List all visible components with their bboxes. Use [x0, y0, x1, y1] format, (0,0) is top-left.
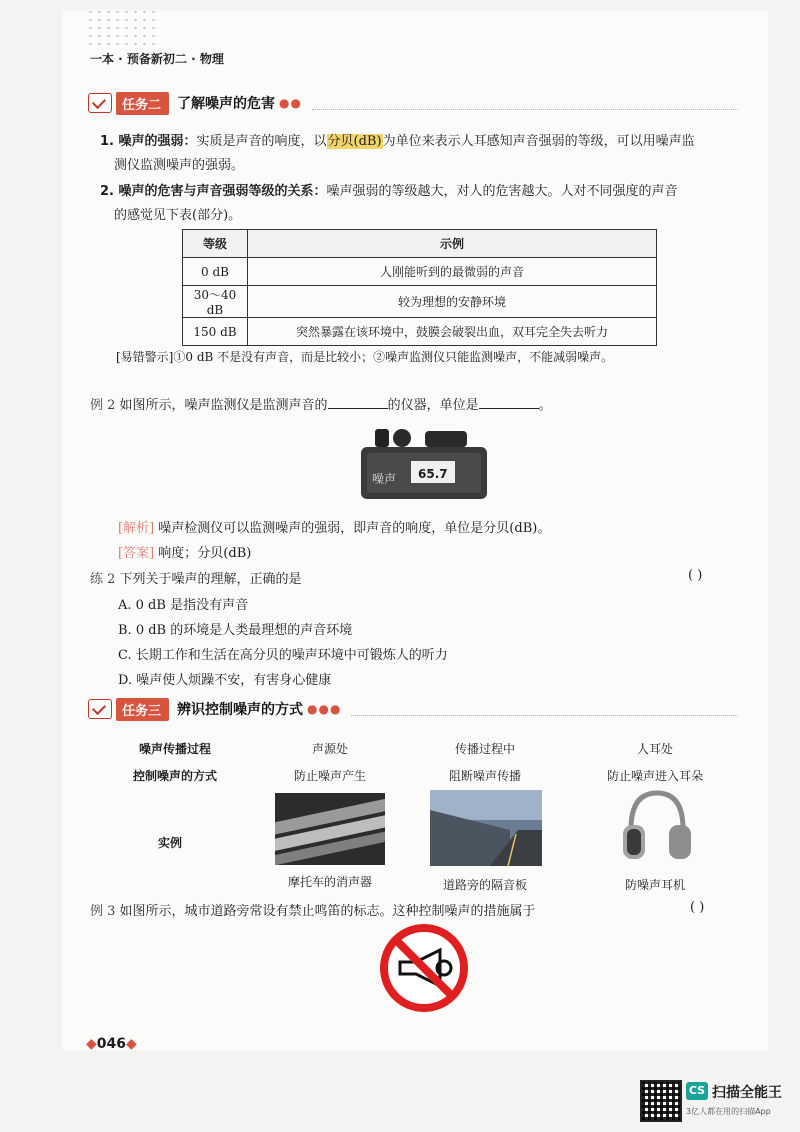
- qr-code-icon: [640, 1080, 682, 1122]
- control-row2-col1: 防止噪声产生: [293, 769, 366, 783]
- control-row1-head: 噪声传播过程: [138, 742, 211, 756]
- answer-blank[interactable]: [328, 396, 388, 409]
- example-3-text: 如图所示，城市道路旁常设有禁止鸣笛的标志。这种控制噪声的措施属于: [119, 904, 536, 919]
- example-2-text-c: 。: [538, 398, 552, 413]
- muffler-image: [275, 793, 385, 865]
- caption-barrier: 道路旁的隔音板: [442, 878, 527, 892]
- difficulty-drops-icon: ●●: [279, 96, 302, 110]
- error-warning-note: [易错警示]①0 dB 不是没有声音，而是比较小；②噪声监测仪只能监测噪声，不能减弱噪声。: [116, 350, 614, 364]
- camscanner-slogan: 3亿人都在用的扫描App: [686, 1107, 771, 1116]
- answer-blank[interactable]: [479, 396, 539, 409]
- p1-text-b: 为单位来表示人耳感知声音强弱的等级，可以用噪声监: [382, 134, 695, 149]
- table-cell: 人刚能听到的最微弱的声音: [248, 258, 657, 286]
- control-row3-head: 实例: [157, 836, 182, 850]
- control-row1-col2: 传播过程中: [454, 742, 515, 756]
- sound-barrier-image: [430, 790, 542, 866]
- table-cell: 150 dB: [183, 318, 248, 346]
- paragraph-2: [100, 180, 730, 228]
- p1-line2: 测仪监测噪声的强弱。: [114, 158, 245, 173]
- table-header: 示例: [248, 230, 657, 258]
- camscanner-logo: CS: [686, 1082, 708, 1100]
- p1-head: 1. 噪声的强弱：: [100, 134, 197, 149]
- example-2-tag: 例 2: [90, 398, 116, 413]
- page-number-text: 046: [96, 1036, 127, 1052]
- answer-text: 响度；分贝(dB): [158, 546, 252, 561]
- table-header: 等级: [183, 230, 248, 258]
- decorative-dots: [86, 8, 156, 48]
- task3-title: 辨识控制噪声的方式: [177, 702, 304, 718]
- control-row1-col3: 人耳处: [636, 742, 673, 756]
- p1-text-a: 实质是声音的响度，以: [196, 134, 327, 149]
- task2-bar: [88, 92, 738, 114]
- analysis-tag: [解析]: [118, 521, 155, 536]
- task2-title: 了解噪声的危害: [177, 96, 276, 112]
- monitor-label: 噪声: [372, 472, 397, 486]
- practice-2-text: 下列关于噪声的理解，正确的是: [119, 572, 302, 587]
- option-a[interactable]: A. 0 dB 是指没有声音: [118, 598, 249, 613]
- caption-muffler: 摩托车的消声器: [287, 875, 372, 889]
- example-2-text-a: 如图所示，噪声监测仪是监测声音的: [119, 398, 328, 413]
- p1-highlight: 分贝(dB): [327, 134, 382, 149]
- task3-label: 任务三: [116, 698, 169, 721]
- noise-cancelling-headphones-image: [617, 785, 697, 869]
- table-row: [183, 318, 657, 346]
- difficulty-drops-icon: ●●●: [307, 702, 342, 716]
- divider: [312, 97, 738, 110]
- practice-2: [90, 568, 302, 587]
- analysis: [118, 517, 550, 536]
- task2-label: 任务二: [116, 92, 169, 115]
- caption-headphones: 防噪声耳机: [624, 878, 685, 892]
- control-row2-col2: 阻断噪声传播: [448, 769, 521, 783]
- p2-head: 2. 噪声的危害与声音强弱等级的关系：: [100, 184, 327, 199]
- analysis-text: 噪声检测仪可以监测噪声的强弱，即声音的响度，单位是分贝(dB)。: [158, 521, 551, 536]
- example-2: [90, 394, 552, 413]
- table-cell: 较为理想的安静环境: [248, 286, 657, 318]
- loudness-table: [182, 229, 657, 346]
- running-header: 一本 · 预备新初二 · 物理: [90, 52, 224, 66]
- monitor-reading: 65.7: [418, 467, 448, 481]
- example-3-tag: 例 3: [90, 904, 116, 919]
- paragraph-1: [100, 130, 730, 178]
- practice-2-tag: 练 2: [90, 572, 116, 587]
- task3-bar: [88, 698, 738, 720]
- example-3: [90, 900, 536, 919]
- answer-parentheses[interactable]: ( ): [690, 900, 705, 915]
- table-cell: 0 dB: [183, 258, 248, 286]
- table-cell: 30～40 dB: [183, 286, 248, 318]
- answer-tag: [答案]: [118, 546, 155, 561]
- control-row2-col3: 防止噪声进入耳朵: [606, 769, 703, 783]
- control-row1-col1: 声源处: [311, 742, 348, 756]
- answer: [118, 542, 251, 561]
- option-c[interactable]: C. 长期工作和生活在高分贝的噪声环境中可锻炼人的听力: [118, 648, 448, 663]
- task-icon: [88, 699, 112, 719]
- table-cell: 突然暴露在该环境中，鼓膜会破裂出血，双耳完全失去听力: [248, 318, 657, 346]
- answer-parentheses[interactable]: ( ): [688, 568, 703, 583]
- example-2-text-b: 的仪器，单位是: [387, 398, 479, 413]
- task-icon: [88, 93, 112, 113]
- divider: [351, 703, 738, 716]
- p2-text: 噪声强弱的等级越大，对人的危害越大。人对不同强度的声音: [326, 184, 678, 199]
- noise-monitor-image: [355, 425, 495, 505]
- option-d[interactable]: D. 噪声使人烦躁不安，有害身心健康: [118, 673, 332, 688]
- no-honking-sign-icon: [378, 922, 470, 1014]
- table-row: [183, 258, 657, 286]
- control-row2-head: 控制噪声的方式: [132, 769, 217, 783]
- p2-line2: 的感觉见下表(部分)。: [114, 208, 242, 223]
- option-b[interactable]: B. 0 dB 的环境是人类最理想的声音环境: [118, 623, 353, 638]
- camscanner-name: 扫描全能王: [712, 1085, 782, 1101]
- table-row: [183, 286, 657, 318]
- page-number: ◆046◆: [86, 1036, 137, 1052]
